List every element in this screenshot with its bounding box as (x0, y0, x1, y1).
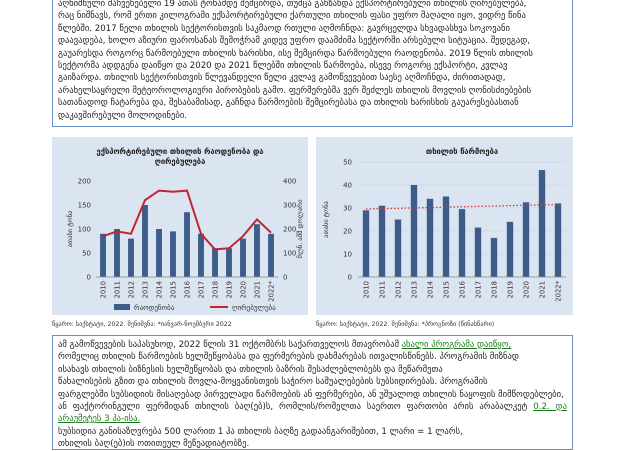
bar (212, 248, 218, 277)
x-tick-label: 2021 (538, 281, 547, 299)
bar (555, 203, 561, 277)
y-tick-label: 50 (343, 158, 352, 167)
y-tick-label: 30 (343, 204, 352, 213)
bar (459, 209, 465, 277)
text-line: ისახავს თხილის ბიზნესის ხელშეწყობას და თხილის ბაზრის შესაძლებლობებს და მეწარმეთა (58, 364, 443, 375)
x-tick-label: 2019 (506, 281, 515, 299)
chart1-source-note: წყარო: საქსტატი, 2022. შენიშვნა: *იანვარ-ნოემბერი 2022 (52, 321, 232, 328)
legend-bar-label: რაოდენობა (134, 304, 175, 312)
x-tick-label: 2016 (458, 281, 467, 299)
text-line: გაუარესდა როგორც წარმოებული თხილის ხარისხი, ისე შემცირდა წარმოებული რაოდენობა. 2019 წლის თხილის (58, 48, 533, 59)
legend-line-label: ღირებულება (232, 304, 276, 312)
x-tick-label: 2018 (211, 281, 220, 299)
y2-tick-label: 0 (283, 273, 288, 282)
x-tick-label: 2017 (197, 281, 206, 299)
bar (114, 229, 120, 277)
x-tick-label: 2022* (554, 281, 563, 302)
bar (240, 239, 246, 277)
chart-title: ექსპორტირებული თხილის რაოდენობა და (96, 147, 264, 156)
top-text-box (52, 0, 573, 127)
bar (379, 206, 385, 277)
x-tick-label: 2017 (474, 281, 483, 299)
bar (443, 197, 449, 278)
x-tick-label: 2012 (127, 281, 136, 299)
bar (491, 238, 497, 277)
text-line (58, 401, 567, 426)
text-span: ან ფაქტორინგული ფერმიდან თხილის ბაღ(ებ)ს, რომლის/რომელთა საერთო ფართობი არის არაბალკეტ (58, 402, 528, 413)
text-line: რომელიც თხილის წარმოების ხელშეწყობასა და ფერმერების დახმარებას ითვალისწინებს. პროგრამის მიზნად (58, 352, 519, 363)
text-line: გაიზარდა. თხილის სექტორისთვის წლევანდელი წელი კვლავ გამოწვევებით საესე აღმოჩნდა, ძირითადად, (58, 73, 506, 84)
text-span: ამ გამოწვევების საპასუხოდ, 2022 წლის 31 ოქტომბრს საქართველოს მთავრობამ (58, 340, 399, 350)
x-tick-label: 2020 (522, 281, 531, 299)
bar (156, 229, 162, 277)
x-tick-label: 2013 (141, 281, 150, 299)
text-line: არახელსაყრელი მეტეოროლოგიური პირობების გამო. ფერმერებმა ვერ შეძლეს თხილის მოვლის ღონისძიებების (58, 85, 532, 96)
production-chart-panel (316, 137, 573, 315)
export-chart-panel (52, 137, 308, 315)
x-tick-label: 2021 (253, 281, 262, 299)
y-tick-label: 10 (343, 250, 352, 259)
y2-tick-label: 400 (283, 177, 297, 186)
text-line: დაკავშირებული მოლოდინები. (58, 110, 188, 121)
bar (254, 224, 260, 277)
y-axis-label: ათასი ტონა (66, 210, 74, 248)
text-line: ფარგლებში სუბსიდიის მისაღებად პირველადი წარმოების ან ფერმერები, ან უშუალოდ თხილის ნაყოფის მიმწოდებლები, (58, 389, 564, 400)
bar (539, 170, 545, 277)
x-tick-label: 2011 (378, 281, 387, 299)
text-line: დაავადება, ხოლო აზიური ფაროსანას შემოჭრამ კიდევ უფრო დაამძიმა სექტორში არსებული სიტუაცია. შედეგად, (58, 36, 531, 47)
top-paragraph (58, 0, 567, 122)
y2-axis-label: მლნ. აშშ დოლარი (296, 199, 304, 259)
x-tick-label: 2018 (490, 281, 499, 299)
x-tick-label: 2019 (225, 281, 234, 299)
program-link[interactable]: ახალი პროგრამა დაიწყო, (401, 340, 512, 350)
bar (170, 231, 176, 277)
legend-bar-swatch (114, 304, 130, 310)
text-line: სათანადოდ ჩატარება და, შესაბამისად, გაჩნდა წარმოების შემცირებასა და თხილის ხარისხის გაუარესებასთან (58, 98, 519, 109)
y-tick-label: 0 (347, 273, 352, 282)
text-line: წლებში. 2017 წელი თხილის სექტორისთვის საკმაოდ რთული აღმოჩნდა: გავრცელდა სხვადასხვა სოკოვანი (58, 23, 510, 34)
area-link[interactable]: 0.2. და არაუმეტეს 3 ჰა-ისა. (58, 402, 567, 425)
bar (507, 222, 513, 277)
text-line: სექტორმა ადდგენა დაიწყო და 2020 და 2021 წლებში თხილის წარმოება, ისევე როგორც ექსპორტი, კვლავ (58, 61, 508, 72)
bar (363, 210, 369, 277)
y2-tick-label: 300 (283, 201, 297, 210)
trendline (366, 204, 558, 209)
x-tick-label: 2010 (362, 281, 371, 299)
text-line: თხილის ბაღ(ებ)ის ოთითეულ მეწეადიატობზე. (58, 439, 250, 450)
x-tick-label: 2011 (113, 281, 122, 299)
x-tick-label: 2022* (267, 281, 276, 302)
y-tick-label: 20 (343, 227, 352, 236)
bar (198, 234, 204, 277)
y2-tick-label: 100 (283, 249, 297, 258)
bar (184, 212, 190, 277)
bar (427, 199, 433, 277)
chart-title: ღირებულება (154, 157, 206, 166)
bar (226, 248, 232, 277)
text-line (58, 339, 567, 351)
y-tick-label: 50 (82, 249, 91, 258)
export-chart (52, 137, 308, 315)
x-tick-label: 2012 (394, 281, 403, 299)
bar (100, 234, 106, 277)
bar (128, 239, 134, 277)
y-tick-label: 100 (77, 225, 91, 234)
bottom-text-box (52, 335, 573, 450)
x-tick-label: 2015 (169, 281, 178, 299)
bar (475, 228, 481, 277)
x-tick-label: 2016 (183, 281, 192, 299)
text-line: წახალისების გზით და თხილის მოვლა-მოყვანისთვის საჭირო საშუალებების სუბსიდირებას. პროგრამის (58, 377, 488, 388)
y-tick-label: 0 (86, 273, 91, 282)
x-tick-label: 2020 (239, 281, 248, 299)
x-tick-label: 2013 (410, 281, 419, 299)
chart-title: თხილის წარმოება (425, 147, 499, 156)
x-tick-label: 2014 (426, 281, 435, 299)
bar (395, 220, 401, 278)
y-axis-label: ათასი ტონა (322, 201, 330, 238)
y2-tick-label: 200 (283, 225, 297, 234)
bar (523, 202, 529, 277)
x-tick-label: 2015 (442, 281, 451, 299)
bar (411, 185, 417, 277)
y-tick-label: 40 (343, 181, 352, 190)
text-line: აღნიშნული მაჩვენებელი 19 ათას ტონამდე შემცირდა, თუმცა განზანდა ექსპორტირებული თხილის ღირებულება, (58, 0, 527, 9)
bar (142, 205, 148, 277)
text-line: სუბსიდია განისაზღვრება 500 ლარით 1 ჰა თხილის ბაღზე გადაანგარიშებით, 1 ლარი = 1 ლარს, (58, 426, 463, 437)
bar (268, 234, 274, 277)
y-tick-label: 150 (77, 201, 91, 210)
production-chart (316, 137, 573, 315)
x-tick-label: 2010 (99, 281, 108, 299)
chart2-source-note: წყარო: საქსტატი, 2022. შენიშვნა: *პროგნოზი (წინასწარი) (316, 321, 495, 328)
x-tick-label: 2014 (155, 281, 164, 299)
y-tick-label: 200 (77, 177, 91, 186)
text-line: რაც ნიშნავს, რომ ერთი კილოგრამი ექსპორტირებული ქართული თხილის ფასი უფრო მაღალი იყო, ვიდრე წინა (58, 11, 526, 22)
